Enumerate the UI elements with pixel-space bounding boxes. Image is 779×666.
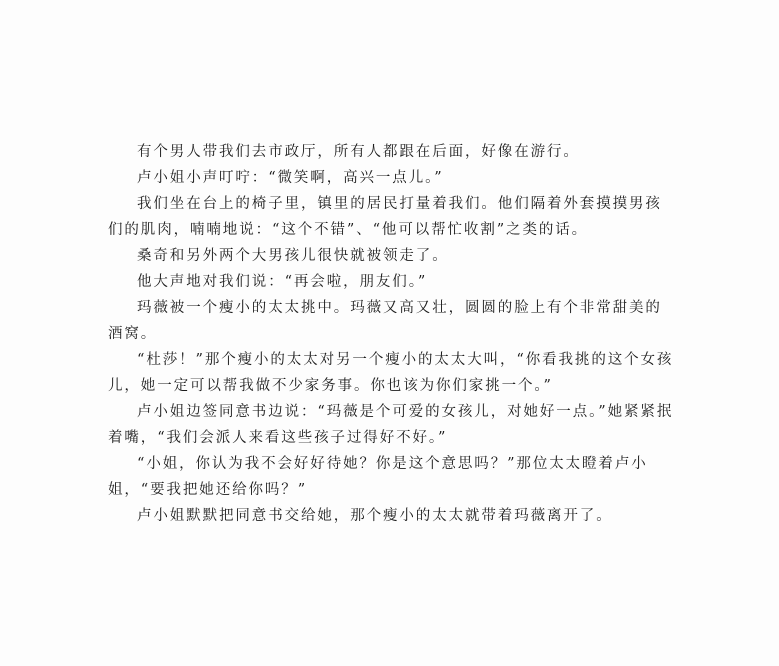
paragraph-lady-retort: “小姐，你认为我不会好好待她？你是这个意思吗？”那位太太瞪着卢小姐，“要我把她还给你吗？” (108, 456, 648, 498)
paragraph-sanqi-taken: 桑奇和另外两个大男孩儿很快就被领走了。 (137, 248, 449, 264)
story-text (108, 139, 678, 529)
paragraph-mawei-chosen: 玛薇被一个瘦小的太太挑中。玛薇又高又壮，圆圆的脸上有个非常甜美的酒窝。 (108, 300, 662, 342)
paragraph-consent-form: 卢小姐边签同意书边说：“玛薇是个可爱的女孩儿，对她好一点。”她紧紧抿着嘴，“我们会派人来看这些孩子过得好不好。” (108, 404, 674, 446)
paragraph-dusha-call: “杜莎！”那个瘦小的太太对另一个瘦小的太太大叫，“你看我挑的这个女孩儿，她一定可以帮我做不少家务事。你也该为你们家挑一个。” (108, 352, 674, 394)
paragraph-miss-lu-whisper: 卢小姐小声叮咛：“微笑啊，高兴一点儿。” (137, 170, 444, 186)
paragraph-city-hall: 有个男人带我们去市政厅，所有人都跟在后面，好像在游行。 (137, 144, 580, 160)
paragraph-stage-chairs: 我们坐在台上的椅子里，镇里的居民打量着我们。他们隔着外套摸摸男孩们的肌肉，喃喃地说：“这个不错”、“他可以帮忙收割”之类的话。 (108, 196, 662, 238)
paragraph-farewell: 他大声地对我们说：“再会啦，朋友们。” (137, 274, 428, 290)
paragraph-departure: 卢小姐默默把同意书交给她，那个瘦小的太太就带着玛薇离开了。 (137, 508, 613, 524)
